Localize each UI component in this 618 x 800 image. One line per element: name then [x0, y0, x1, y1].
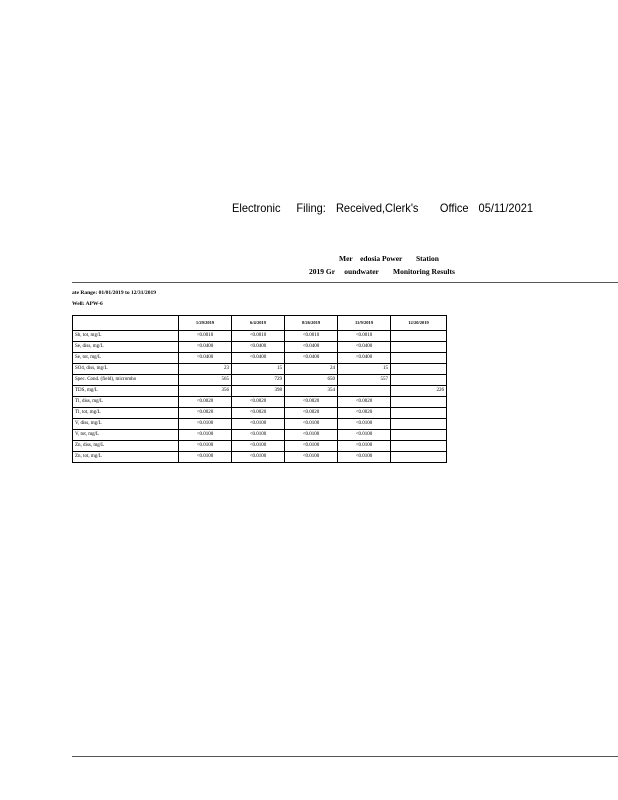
- column-header-date: 6/4/2019: [232, 316, 285, 331]
- value-cell: 15: [338, 364, 391, 375]
- value-cell: 23: [179, 364, 232, 375]
- value-cell: <0.0010: [338, 331, 391, 342]
- value-cell: 729: [232, 375, 285, 386]
- value-cell: <0.0100: [285, 419, 338, 430]
- table-row: [73, 419, 447, 430]
- table-row: [73, 353, 447, 364]
- value-cell: [391, 441, 447, 452]
- date-range: ate Range: 01/01/2019 to 12/31/2019: [72, 290, 157, 296]
- value-cell: [391, 353, 447, 364]
- value-cell: <0.0020: [179, 397, 232, 408]
- column-header-date: 12/20/2019: [391, 316, 447, 331]
- value-cell: <0.0400: [232, 342, 285, 353]
- value-cell: 24: [285, 364, 338, 375]
- header-divider: [72, 282, 618, 283]
- value-cell: [391, 430, 447, 441]
- table-row: [73, 331, 447, 342]
- value-cell: <0.0100: [232, 441, 285, 452]
- results-table: [72, 315, 447, 463]
- stamp-word-received: Received,Clerk's: [335, 201, 419, 215]
- value-cell: <0.0100: [338, 419, 391, 430]
- value-cell: <0.0100: [179, 430, 232, 441]
- value-cell: <0.0100: [232, 430, 285, 441]
- value-cell: <0.0100: [179, 419, 232, 430]
- value-cell: [391, 375, 447, 386]
- value-cell: [391, 408, 447, 419]
- column-header-date: 1/29/2019: [179, 316, 232, 331]
- parameter-cell: V, diss, mg/L: [73, 419, 179, 430]
- value-cell: <0.0100: [285, 452, 338, 463]
- value-cell: <0.0100: [285, 430, 338, 441]
- footer-divider: [72, 756, 618, 757]
- value-cell: 565: [179, 375, 232, 386]
- value-cell: <0.0100: [338, 452, 391, 463]
- value-cell: <0.0400: [285, 353, 338, 364]
- table-row: [73, 430, 447, 441]
- report-title-line2-results: Monitoring Results: [393, 267, 455, 276]
- value-cell: <0.0400: [285, 342, 338, 353]
- value-cell: <0.0010: [232, 331, 285, 342]
- value-cell: 398: [232, 386, 285, 397]
- value-cell: 354: [285, 386, 338, 397]
- stamp-date: 05/11/2021: [478, 201, 533, 215]
- value-cell: 557: [338, 375, 391, 386]
- value-cell: [391, 419, 447, 430]
- parameter-cell: Tl, diss, mg/L: [73, 397, 179, 408]
- value-cell: <0.0100: [179, 441, 232, 452]
- value-cell: <0.0400: [232, 353, 285, 364]
- parameter-cell: Zn, diss, mg/L: [73, 441, 179, 452]
- value-cell: <0.0100: [179, 452, 232, 463]
- stamp-word-office: Office: [439, 201, 469, 215]
- value-cell: 15: [232, 364, 285, 375]
- table-row: [73, 364, 447, 375]
- parameter-cell: SO4, diss, mg/L: [73, 364, 179, 375]
- value-cell: [391, 342, 447, 353]
- table-row: [73, 441, 447, 452]
- parameter-cell: V, tot, mg/L: [73, 430, 179, 441]
- value-cell: 650: [285, 375, 338, 386]
- column-header-date: 8/26/2019: [285, 316, 338, 331]
- report-title-line2: 2019 Gr oundwater: [309, 267, 379, 276]
- parameter-cell: Zn, tot, mg/L: [73, 452, 179, 463]
- stamp-word-electronic: Electronic: [232, 201, 281, 215]
- well-id: Well: APW-6: [72, 301, 103, 307]
- parameter-cell: Tl, tot, mg/L: [73, 408, 179, 419]
- value-cell: <0.0020: [285, 397, 338, 408]
- value-cell: <0.0020: [285, 408, 338, 419]
- value-cell: <0.0400: [179, 342, 232, 353]
- value-cell: <0.0100: [232, 419, 285, 430]
- value-cell: <0.0020: [232, 408, 285, 419]
- value-cell: [391, 364, 447, 375]
- parameter-cell: Sb, tot, mg/L: [73, 331, 179, 342]
- table-row: [73, 342, 447, 353]
- value-cell: <0.0400: [179, 353, 232, 364]
- value-cell: <0.0100: [232, 452, 285, 463]
- table-row: [73, 375, 447, 386]
- parameter-cell: TDS, mg/L: [73, 386, 179, 397]
- table-row: [73, 452, 447, 463]
- value-cell: <0.0020: [338, 397, 391, 408]
- parameter-cell: Se, diss, mg/L: [73, 342, 179, 353]
- value-cell: <0.0100: [338, 441, 391, 452]
- column-header-parameter: [73, 316, 179, 331]
- value-cell: 356: [179, 386, 232, 397]
- value-cell: [391, 452, 447, 463]
- value-cell: [338, 386, 391, 397]
- column-header-date: 11/9/2019: [338, 316, 391, 331]
- value-cell: <0.0020: [232, 397, 285, 408]
- value-cell: [391, 397, 447, 408]
- value-cell: <0.0010: [285, 331, 338, 342]
- stamp-word-filing: Filing:: [296, 201, 326, 215]
- value-cell: <0.0010: [179, 331, 232, 342]
- value-cell: 226: [391, 386, 447, 397]
- table-header-row: [73, 316, 447, 331]
- value-cell: <0.0100: [338, 430, 391, 441]
- value-cell: <0.0100: [285, 441, 338, 452]
- parameter-cell: Se, tot, mg/L: [73, 353, 179, 364]
- table-row: [73, 397, 447, 408]
- filing-stamp: [232, 201, 533, 219]
- table-row: [73, 408, 447, 419]
- value-cell: <0.0400: [338, 342, 391, 353]
- report-title-line1: Mer edosia Power: [339, 254, 403, 263]
- value-cell: <0.0400: [338, 353, 391, 364]
- value-cell: [391, 331, 447, 342]
- table-row: [73, 386, 447, 397]
- report-title-line1-station: Station: [416, 254, 439, 263]
- value-cell: <0.0020: [179, 408, 232, 419]
- value-cell: <0.0020: [338, 408, 391, 419]
- parameter-cell: Spec. Cond. (field), micromho: [73, 375, 179, 386]
